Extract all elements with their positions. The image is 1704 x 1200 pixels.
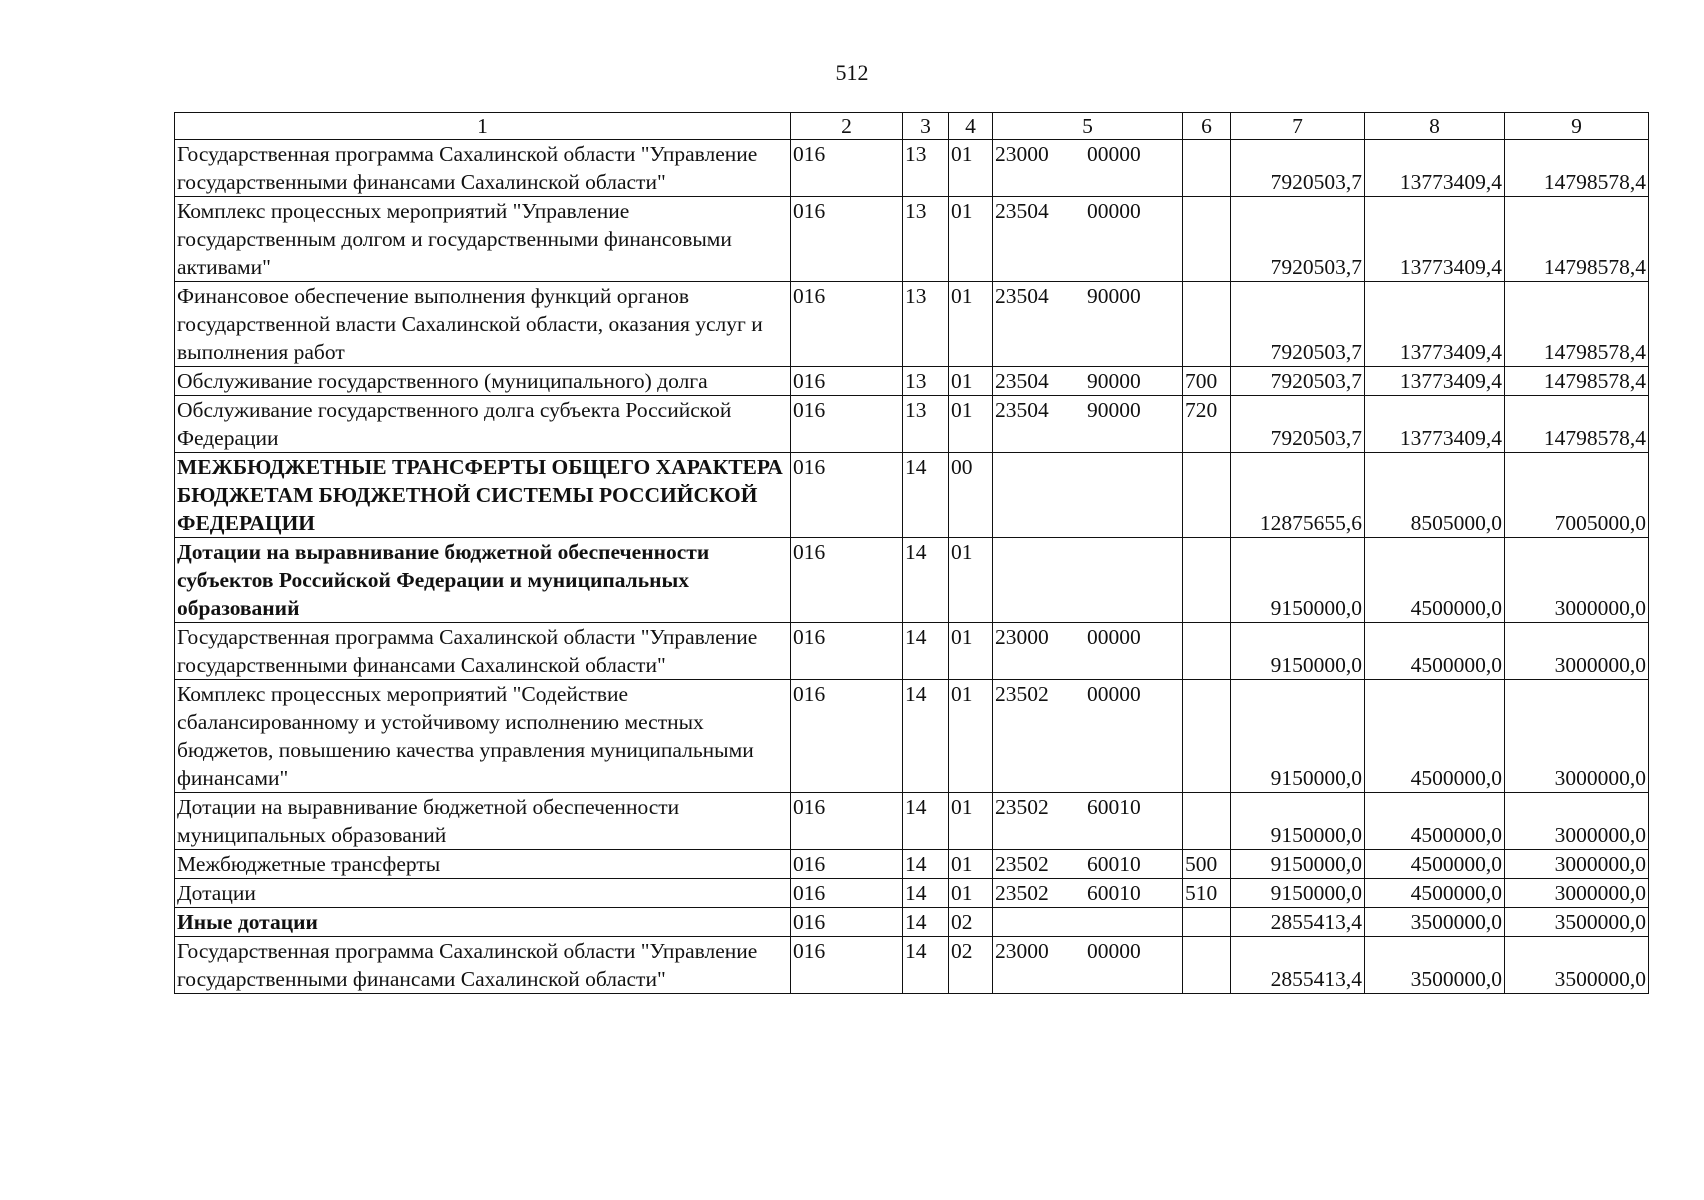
ministry-code: 016 [791,793,903,850]
page-number: 512 [835,60,869,85]
target-article-direction: 60010 [1087,881,1141,905]
amount-col-7: 7920503,7 [1231,282,1365,367]
target-article-program: 23502 [995,852,1049,876]
amount-col-9: 3500000,0 [1505,937,1649,994]
table-row [175,140,1649,197]
amount-col-7: 9150000,0 [1231,538,1365,623]
amount-col-8: 13773409,4 [1365,367,1505,396]
ministry-code: 016 [791,367,903,396]
table-row [175,282,1649,367]
amount-col-7: 9150000,0 [1231,680,1365,793]
amount-col-9: 7005000,0 [1505,453,1649,538]
amount-col-9: 14798578,4 [1505,396,1649,453]
expense-type-code: 500 [1183,850,1231,879]
target-article-direction: 90000 [1087,284,1141,308]
ministry-code: 016 [791,140,903,197]
expense-type-code [1183,680,1231,793]
row-name: Государственная программа Сахалинской области "Управление государственными финансами Сахалинской области" [175,937,791,994]
amount-col-9: 3000000,0 [1505,538,1649,623]
section-code: 14 [903,680,949,793]
subsection-code: 01 [949,197,993,282]
subsection-code: 02 [949,937,993,994]
section-code: 13 [903,367,949,396]
target-article-direction: 00000 [1087,625,1141,649]
target-article-direction: 60010 [1087,795,1141,819]
target-article-code [993,879,1183,908]
target-article-direction: 00000 [1087,939,1141,963]
ministry-code: 016 [791,908,903,937]
budget-table [174,112,1649,994]
section-code: 14 [903,453,949,538]
row-name: Дотации на выравнивание бюджетной обеспеченности муниципальных образований [175,793,791,850]
subsection-code: 00 [949,453,993,538]
table-row [175,680,1649,793]
subsection-code: 01 [949,680,993,793]
target-article-direction: 60010 [1087,852,1141,876]
section-code: 14 [903,879,949,908]
expense-type-code [1183,793,1231,850]
amount-col-7: 7920503,7 [1231,367,1365,396]
subsection-code: 01 [949,623,993,680]
amount-col-9: 3000000,0 [1505,850,1649,879]
target-article-program: 23502 [995,881,1049,905]
amount-col-9: 3000000,0 [1505,793,1649,850]
amount-col-8: 4500000,0 [1365,879,1505,908]
subsection-code: 01 [949,140,993,197]
amount-col-9: 14798578,4 [1505,282,1649,367]
target-article-program: 23504 [995,369,1049,393]
amount-col-8: 3500000,0 [1365,937,1505,994]
header-row [175,113,1649,140]
amount-col-8: 13773409,4 [1365,396,1505,453]
target-article-direction: 90000 [1087,398,1141,422]
amount-col-9: 14798578,4 [1505,140,1649,197]
amount-col-7: 9150000,0 [1231,793,1365,850]
target-article-program: 23502 [995,682,1049,706]
expense-type-code [1183,453,1231,538]
amount-col-8: 4500000,0 [1365,680,1505,793]
section-code: 13 [903,282,949,367]
ministry-code: 016 [791,197,903,282]
expense-type-code [1183,623,1231,680]
expense-type-code: 700 [1183,367,1231,396]
ministry-code: 016 [791,282,903,367]
header-cell: 9 [1505,113,1649,140]
row-name: Финансовое обеспечение выполнения функций органов государственной власти Сахалинской области, оказания услуг и выполнения работ [175,282,791,367]
section-code: 13 [903,197,949,282]
row-name: Государственная программа Сахалинской области "Управление государственными финансами Сахалинской области" [175,623,791,680]
section-code: 13 [903,140,949,197]
subsection-code: 01 [949,396,993,453]
subsection-code: 01 [949,538,993,623]
table-row [175,937,1649,994]
row-name: Межбюджетные трансферты [175,850,791,879]
amount-col-8: 13773409,4 [1365,140,1505,197]
amount-col-7: 2855413,4 [1231,908,1365,937]
target-article-code [993,282,1183,367]
amount-col-8: 4500000,0 [1365,538,1505,623]
ministry-code: 016 [791,453,903,538]
amount-col-7: 2855413,4 [1231,937,1365,994]
ministry-code: 016 [791,879,903,908]
amount-col-8: 13773409,4 [1365,282,1505,367]
target-article-program: 23504 [995,284,1049,308]
target-article-code [993,793,1183,850]
amount-col-8: 4500000,0 [1365,793,1505,850]
ministry-code: 016 [791,680,903,793]
table-row [175,623,1649,680]
amount-col-8: 3500000,0 [1365,908,1505,937]
target-article-code [993,623,1183,680]
table-row [175,850,1649,879]
row-name: Обслуживание государственного (муниципального) долга [175,367,791,396]
amount-col-7: 9150000,0 [1231,623,1365,680]
target-article-program: 23000 [995,939,1049,963]
target-article-program: 23504 [995,398,1049,422]
row-name: Комплекс процессных мероприятий "Содействие сбалансированному и устойчивому исполнению местных бюджетов, повышению качества управления муниципальными финансами" [175,680,791,793]
expense-type-code [1183,937,1231,994]
section-code: 14 [903,793,949,850]
expense-type-code [1183,538,1231,623]
header-cell: 4 [949,113,993,140]
header-cell: 2 [791,113,903,140]
table-row [175,453,1649,538]
target-article-code [993,140,1183,197]
ministry-code: 016 [791,623,903,680]
amount-col-9: 14798578,4 [1505,367,1649,396]
expense-type-code [1183,140,1231,197]
expense-type-code [1183,197,1231,282]
amount-col-9: 3000000,0 [1505,879,1649,908]
amount-col-7: 9150000,0 [1231,879,1365,908]
table-row [175,538,1649,623]
table-row [175,396,1649,453]
row-name: Обслуживание государственного долга субъекта Российской Федерации [175,396,791,453]
row-name: Дотации [175,879,791,908]
amount-col-7: 9150000,0 [1231,850,1365,879]
amount-col-7: 12875655,6 [1231,453,1365,538]
target-article-code [993,680,1183,793]
header-cell: 7 [1231,113,1365,140]
target-article-code [993,937,1183,994]
target-article-code [993,197,1183,282]
subsection-code: 01 [949,367,993,396]
header-cell: 5 [993,113,1183,140]
target-article-code [993,538,1183,623]
header-cell: 6 [1183,113,1231,140]
target-article-code [993,453,1183,538]
expense-type-code: 720 [1183,396,1231,453]
target-article-program: 23504 [995,199,1049,223]
target-article-direction: 00000 [1087,142,1141,166]
amount-col-7: 7920503,7 [1231,140,1365,197]
target-article-program: 23502 [995,795,1049,819]
ministry-code: 016 [791,396,903,453]
target-article-code [993,908,1183,937]
subsection-code: 01 [949,879,993,908]
section-code: 14 [903,850,949,879]
amount-col-9: 3500000,0 [1505,908,1649,937]
row-name: Иные дотации [175,908,791,937]
expense-type-code [1183,908,1231,937]
section-code: 14 [903,908,949,937]
target-article-direction: 00000 [1087,682,1141,706]
subsection-code: 01 [949,282,993,367]
ministry-code: 016 [791,538,903,623]
amount-col-7: 7920503,7 [1231,197,1365,282]
amount-col-8: 8505000,0 [1365,453,1505,538]
row-name: Дотации на выравнивание бюджетной обеспеченности субъектов Российской Федерации и муниципальных образований [175,538,791,623]
table-row [175,793,1649,850]
amount-col-8: 13773409,4 [1365,197,1505,282]
row-name: Государственная программа Сахалинской области "Управление государственными финансами Сахалинской области" [175,140,791,197]
table-row [175,908,1649,937]
header-cell: 1 [175,113,791,140]
table-row [175,879,1649,908]
ministry-code: 016 [791,850,903,879]
target-article-code [993,850,1183,879]
amount-col-9: 3000000,0 [1505,623,1649,680]
subsection-code: 01 [949,793,993,850]
expense-type-code: 510 [1183,879,1231,908]
target-article-code [993,396,1183,453]
target-article-code [993,367,1183,396]
target-article-direction: 90000 [1087,369,1141,393]
section-code: 14 [903,937,949,994]
section-code: 14 [903,538,949,623]
subsection-code: 02 [949,908,993,937]
amount-col-9: 3000000,0 [1505,680,1649,793]
row-name: МЕЖБЮДЖЕТНЫЕ ТРАНСФЕРТЫ ОБЩЕГО ХАРАКТЕРА БЮДЖЕТАМ БЮДЖЕТНОЙ СИСТЕМЫ РОССИЙСКОЙ ФЕДЕРАЦИИ [175,453,791,538]
subsection-code: 01 [949,850,993,879]
amount-col-8: 4500000,0 [1365,850,1505,879]
section-code: 14 [903,623,949,680]
amount-col-7: 7920503,7 [1231,396,1365,453]
table-row [175,197,1649,282]
row-name: Комплекс процессных мероприятий "Управление государственным долгом и государственными финансовыми активами" [175,197,791,282]
target-article-program: 23000 [995,625,1049,649]
expense-type-code [1183,282,1231,367]
section-code: 13 [903,396,949,453]
amount-col-9: 14798578,4 [1505,197,1649,282]
header-cell: 8 [1365,113,1505,140]
amount-col-8: 4500000,0 [1365,623,1505,680]
target-article-program: 23000 [995,142,1049,166]
target-article-direction: 00000 [1087,199,1141,223]
header-cell: 3 [903,113,949,140]
table-row [175,367,1649,396]
ministry-code: 016 [791,937,903,994]
